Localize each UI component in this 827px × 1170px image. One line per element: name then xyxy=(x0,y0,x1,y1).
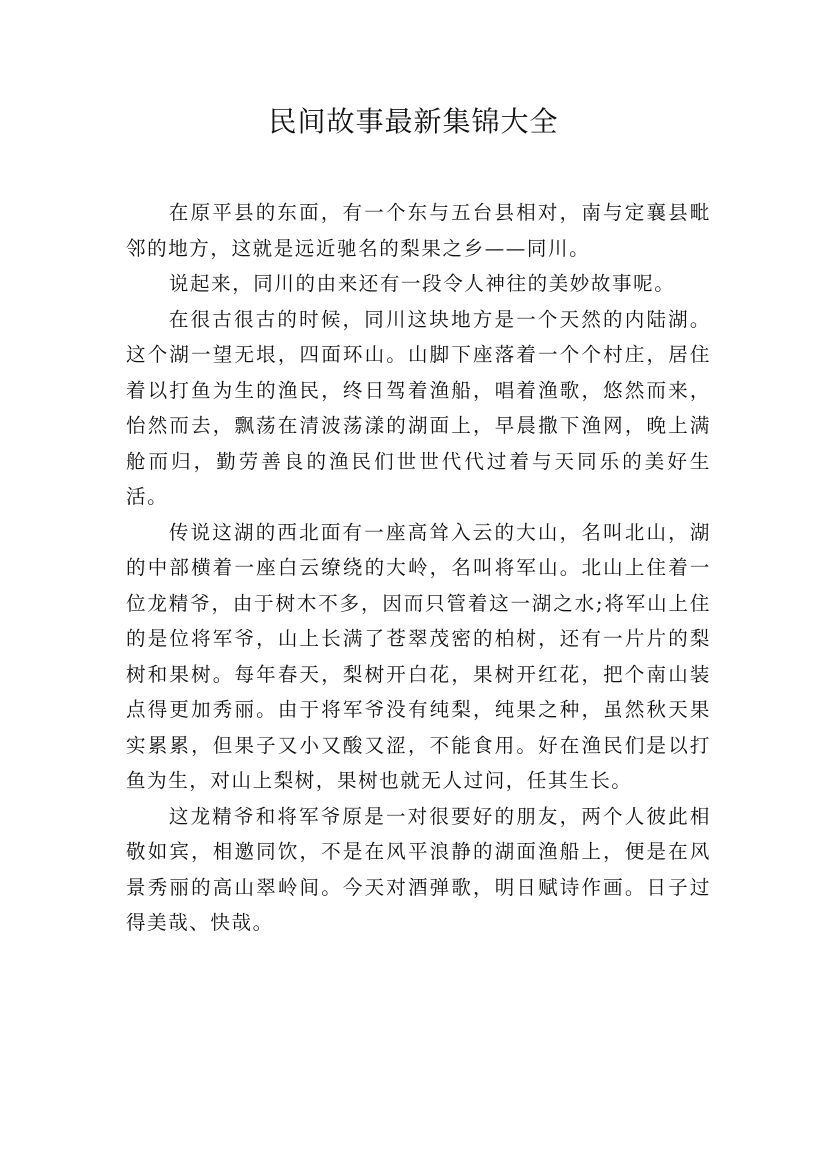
document-title: 民间故事最新集锦大全 xyxy=(268,105,559,138)
paragraph: 传说这湖的西北面有一座高耸入云的大山，名叫北山，湖的中部横着一座白云缭绕的大岭，名叫将军山。北山上住着一位龙精爷，由于树木不多，因而只管着这一湖之水;将军山上住的是位将军爷，山上长满了苍翠茂密的柏树，还有一片片的梨树和果树。每年春天，梨树开白花，果树开红花，把个南山装点得更加秀丽。由于将军爷没有纯梨，纯果之种，虽然秋天果实累累，但果子又小又酸又涩，不能食用。好在渔民们是以打鱼为生，对山上梨树，果树也就无人过问，任其生长。 xyxy=(126,520,711,792)
paragraph: 这龙精爷和将军爷原是一对很要好的朋友，两个人彼此相敬如宾，相邀同饮，不是在风平浪静的湖面渔船上，便是在风景秀丽的高山翠岭间。今天对酒弹歌，明日赋诗作画。日子过得美哉、快哉。 xyxy=(126,804,711,934)
paragraph: 说起来，同川的由来还有一段令人神往的美妙故事呢。 xyxy=(168,272,676,295)
paragraph: 在很古很古的时候，同川这块地方是一个天然的内陆湖。这个湖一望无垠，四面环山。山脚下座落着一个个村庄，居住着以打鱼为生的渔民，终日驾着渔船，唱着渔歌，悠然而来，怡然而去，飘荡在清波荡漾的湖面上，早晨撒下渔网，晚上满舱而归，勤劳善良的渔民们世世代代过着与天同乐的美好生活。 xyxy=(126,307,711,508)
document-body xyxy=(126,195,711,941)
paragraph: 在原平县的东面，有一个东与五台县相对，南与定襄县毗邻的地方，这就是远近驰名的梨果之乡——同川。 xyxy=(126,201,711,260)
